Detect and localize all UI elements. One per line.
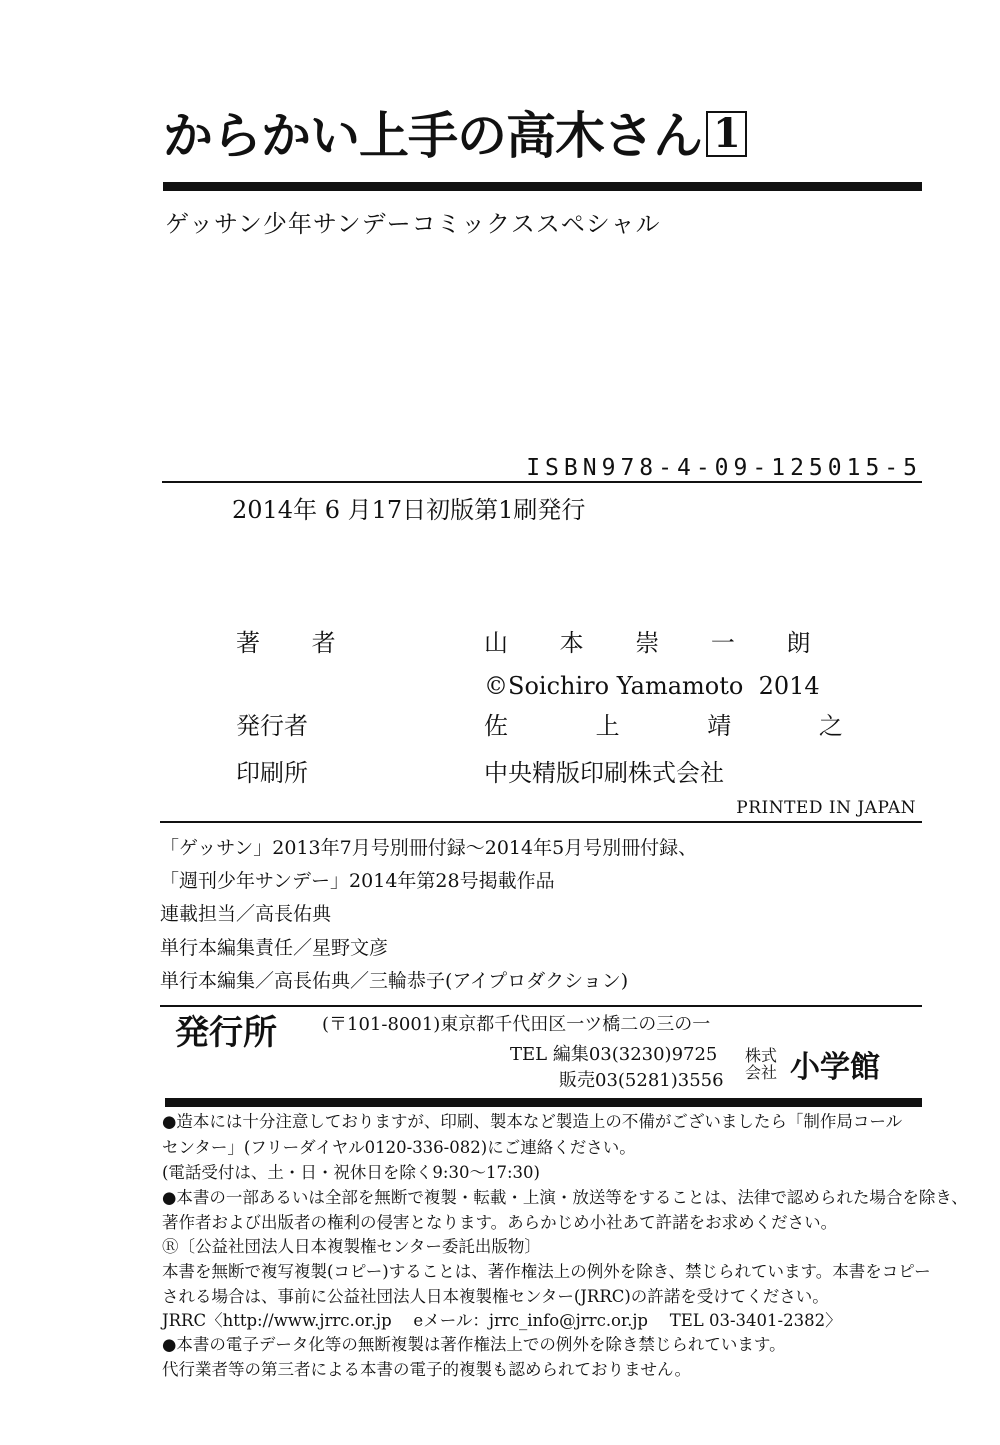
isbn: ISBN978-4-09-125015-5: [526, 455, 922, 481]
note-serialization-2: 「週刊少年サンデー」2014年第28号掲載作品: [160, 870, 555, 892]
fine-print-jrrc-header: Ⓡ〔公益社団法人日本複製権センター委託出版物〕: [162, 1237, 541, 1256]
fine-print-hours: (電話受付は、土・日・祝休日を除く9:30〜17:30): [162, 1163, 540, 1182]
printed-in-japan: PRINTED IN JAPAN: [736, 798, 916, 818]
fine-print-digital-2: 代行業者等の第三者による本書の電子的複製も認められておりません。: [162, 1360, 691, 1379]
publisher-company-type: 株式 会社: [745, 1046, 778, 1082]
credit-value-printer: 中央精版印刷株式会社: [484, 759, 724, 787]
note-volume-chief-editor: 単行本編集責任／星野文彦: [160, 937, 389, 959]
copyright-line: ©Soichiro Yamamoto 2014: [484, 672, 820, 700]
publisher-thick-rule: [165, 1098, 922, 1107]
credit-value-author: 山 本 崇 一 朗: [484, 629, 833, 657]
publisher-tel-sales: 販売03(5281)3556: [559, 1070, 724, 1091]
credit-label-printer: 印刷所: [236, 759, 308, 787]
credit-label-publisher: 発行者: [236, 712, 308, 740]
fine-print-jrrc-1: 本書を無断で複写複製(コピー)することは、著作権法上の例外を除き、禁じられています。本書をコピー: [162, 1262, 931, 1281]
fine-print-digital-1: ●本書の電子データ化等の無断複製は著作権法上での例外を除き禁じられています。: [162, 1335, 786, 1354]
publisher-tel-editorial: TEL 編集03(3230)9725: [510, 1044, 718, 1065]
fine-print-copyright-1: ●本書の一部あるいは全部を無断で複製・転載・上演・放送等をすることは、法律で認められた場合を除き、: [162, 1188, 968, 1207]
credit-value-publisher: 佐 上 靖 之: [484, 712, 883, 740]
fine-print-jrrc-contact: JRRC〈http://www.jrrc.or.jp eメール：jrrc_info@jrrc.or.jp TEL 03-3401-2382〉: [162, 1311, 842, 1330]
publisher-address: (〒101-8001)東京都千代田区一ツ橋二の三の一: [322, 1014, 711, 1035]
note-serial-editor: 連載担当／高長佑典: [160, 903, 332, 925]
publisher-label: 発行所: [175, 1013, 277, 1053]
note-serialization-1: 「ゲッサン」2013年7月号別冊付録〜2014年5月号別冊付録、: [160, 837, 698, 859]
fine-print-jrrc-2: される場合は、事前に公益社団法人日本複製権センター(JRRC)の許諾を受けてください。: [162, 1287, 829, 1306]
fine-print-defect-1: ●造本には十分注意しておりますが、印刷、製本など製造上の不備がございましたら「制作局コール: [162, 1112, 903, 1131]
isbn-rule: [162, 481, 922, 483]
fine-print-defect-2: センター」(フリーダイヤル0120-336-082)にご連絡ください。: [162, 1138, 636, 1157]
credits-rule: [160, 821, 922, 823]
title-thick-rule: [163, 182, 922, 191]
notes-rule: [160, 1005, 922, 1007]
fine-print-copyright-2: 著作者および出版者の権利の侵害となります。あらかじめ小社あて許諾をお求めください。: [162, 1213, 838, 1232]
credit-label-author: 著 者: [236, 629, 358, 657]
note-volume-editors: 単行本編集／高長佑典／三輪恭子(アイプロダクション): [160, 970, 629, 992]
volume-number-badge: 1: [706, 111, 747, 157]
book-title: [163, 106, 747, 166]
publication-date: 2014年 6 月17日初版第1刷発行: [232, 496, 586, 524]
book-title-text: からかい上手の高木さん: [163, 107, 702, 165]
publisher-name: 小学館: [790, 1050, 880, 1085]
series-name: ゲッサン少年サンデーコミックススペシャル: [165, 210, 661, 238]
